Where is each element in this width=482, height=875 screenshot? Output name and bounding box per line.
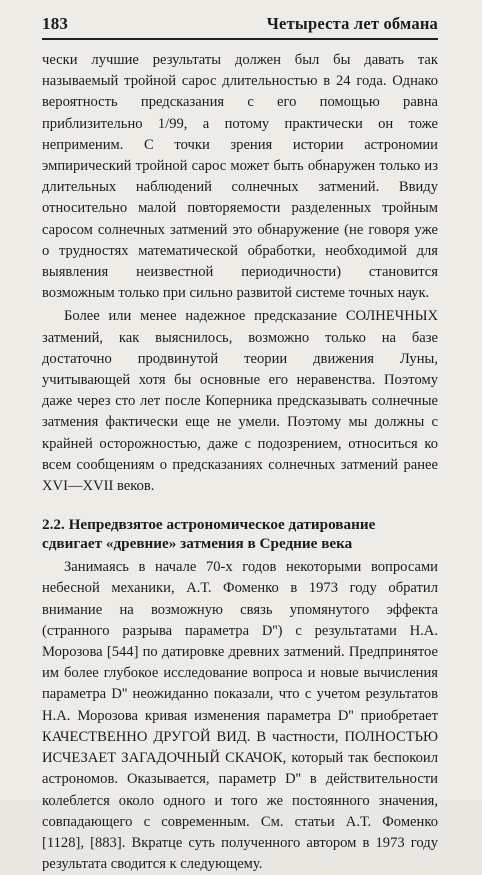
running-title: Четыреста лет обмана	[266, 14, 438, 33]
paragraph: Более или менее надежное предсказание СОЛНЕЧНЫХ затмений, как выяснилось, возможно только на базе достаточно продвинутой теории движения Луны, учитывающей хотя бы основные его неравенства. Поэтому даже через сто лет после Коперника предсказывать солнечные затмения фактически еще не умели. Поэтому мы должны с крайней осторожностью, даже с подозрением, относиться ко всем сообщениям о предсказаниях солнечных затмений ранее XVI—XVII веков.	[42, 308, 438, 495]
paragraph: Занимаясь в начале 70-х годов некоторыми вопросами небесной механики, А.Т. Фоменко в 1973 году обратил внимание на возможную связь упомянутого эффекта (странного разрыва параметра D'') с результатами Н.А. Морозова [544] по датировке древних затмений. Предпринятое им более глубокое исследование вопроса и новые вычисления параметра D'' неожиданно показали, что с учетом результатов Н.А. Морозова кривая изменения параметра D'' приобретает КАЧЕСТВЕННО ДРУГОЙ ВИД. В частности, ПОЛНОСТЬЮ ИСЧЕЗАЕТ ЗАГАДОЧНЫЙ СКАЧОК, который так беспокоил астрономов. Оказывается, параметр D'' в действительности колеблется около одного и того же постоянного значения, совпадающего с современным. См. статьи А.Т. Фоменко [1128], [883]. Вкратце суть полученного автором в 1973 году результата сводится к следующему.	[42, 559, 438, 873]
section-heading: 2.2. Непредвзятое астрономическое датирование сдвигает «древние» затмения в Средние века	[42, 516, 376, 553]
page-number: 183	[42, 14, 69, 33]
paragraph-continued: чески лучшие результаты должен был бы давать так называемый тройной сарос длительностью в 24 года. Однако вероятность предсказания с его помощью равна приблизительно 1/99, а потому практически он тоже неприменим. С точки зрения истории астрономии эмпирический тройной сарос может быть обнаружен только из длительных наблюдений солнечных затмений. Ввиду относительно малой повторяемости разделенных тройным саросом солнечных затмений это обнаружение (не говоря уже о трудностях математической обработки, необходимой для выявления неизвестной периодичности) становится возможным только при сильно развитой системе точных наук.	[42, 52, 438, 302]
page-header	[42, 14, 438, 40]
